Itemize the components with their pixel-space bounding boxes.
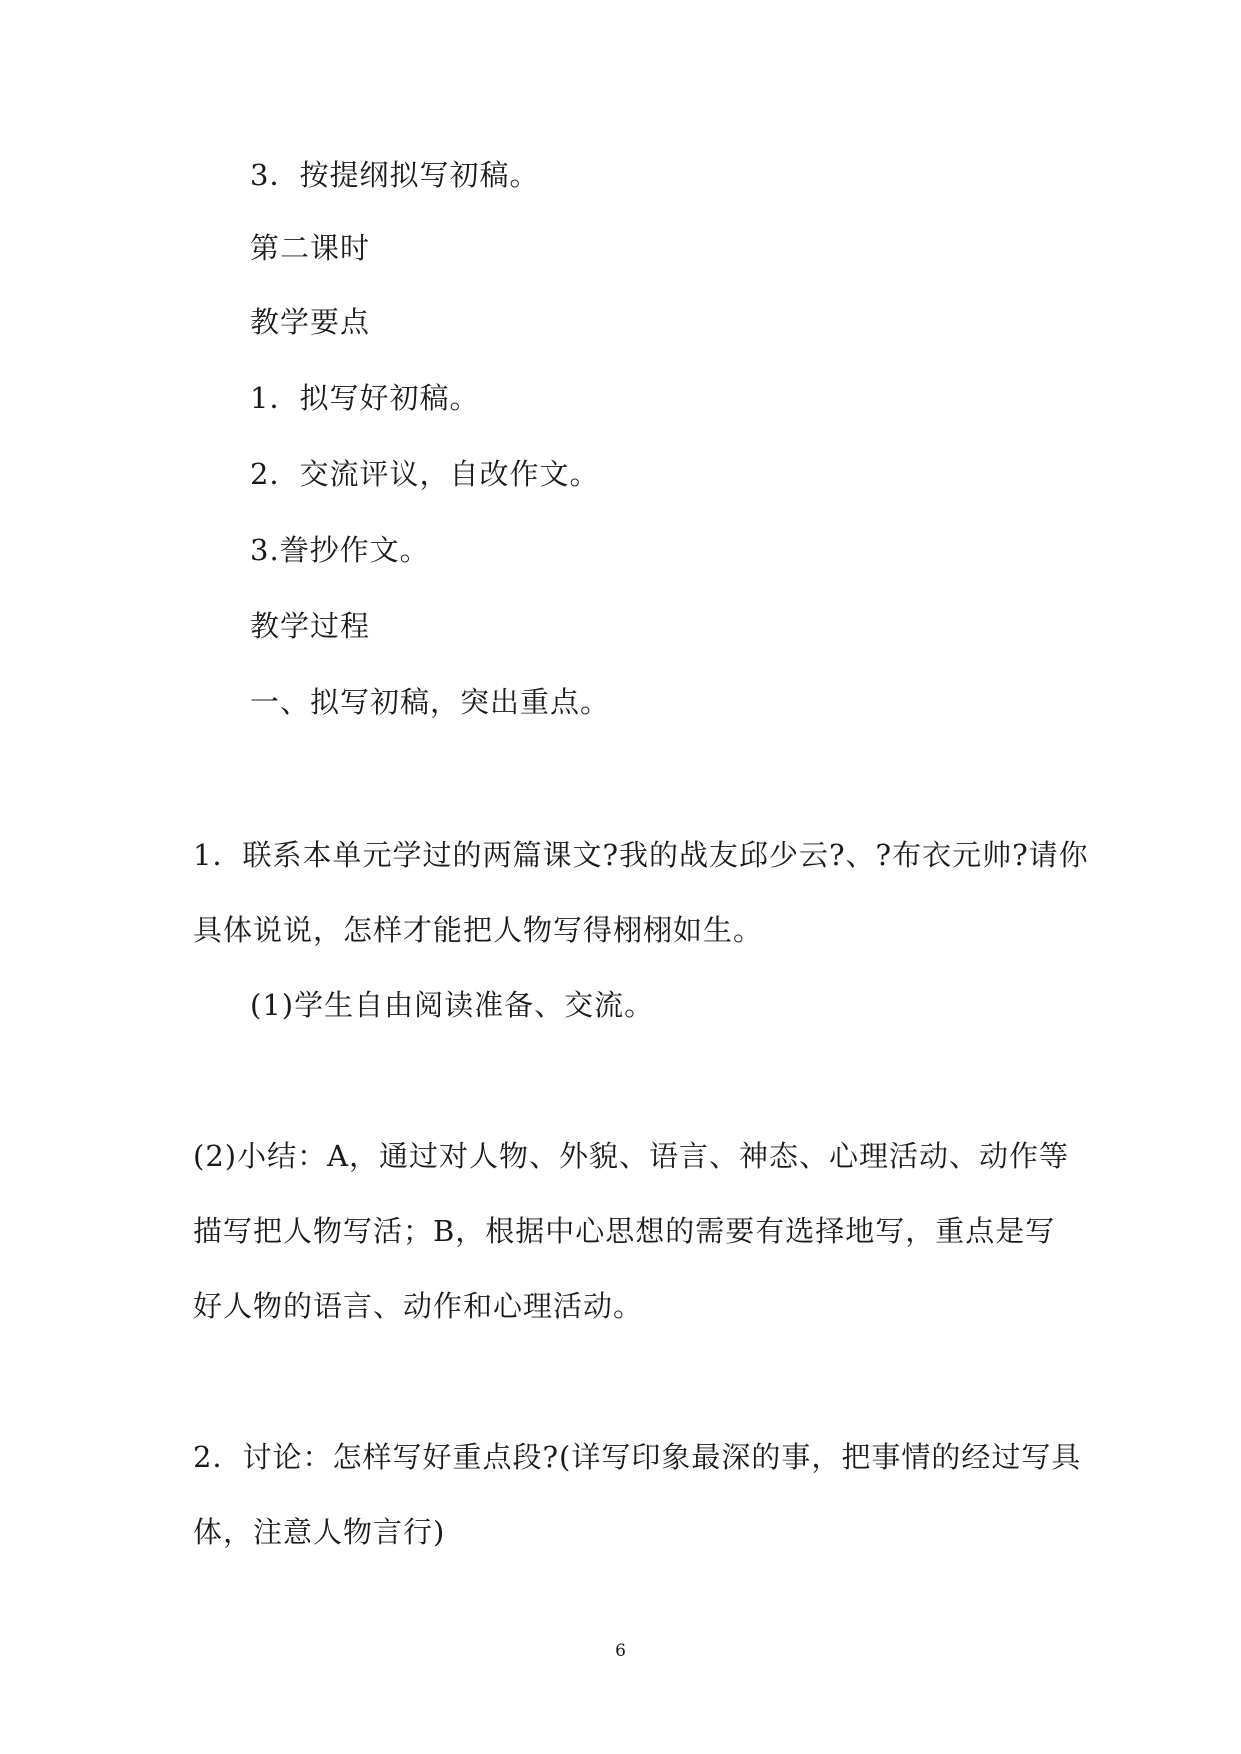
paragraph-summary-line-2: 描写把人物写活；B，根据中心思想的需要有选择地写，重点是写 [193, 1214, 1056, 1248]
outline-step-3: 3．按提纲拟写初稿。 [250, 158, 540, 192]
paragraph-2-line-1: 2．讨论：怎样写好重点段?(详写印象最深的事，把事情的经过写具 [193, 1440, 1082, 1474]
teaching-point-1: 1．拟写好初稿。 [250, 381, 480, 415]
paragraph-1-line-2: 具体说说，怎样才能把人物写得栩栩如生。 [193, 913, 764, 947]
paragraph-summary-line-3: 好人物的语言、动作和心理活动。 [193, 1289, 644, 1323]
section-one-heading: 一、拟写初稿，突出重点。 [250, 685, 611, 719]
teaching-point-2: 2．交流评议，自改作文。 [250, 457, 600, 491]
page-number: 6 [615, 1641, 626, 1661]
paragraph-summary-line-1: (2)小结：A，通过对人物、外貌、语言、神态、心理活动、动作等 [193, 1139, 1070, 1173]
paragraph-1-sub-1: (1)学生自由阅读准备、交流。 [250, 988, 655, 1022]
lesson-heading: 第二课时 [250, 231, 371, 265]
teaching-point-3: 3.誊抄作文。 [250, 533, 430, 567]
teaching-points-heading: 教学要点 [250, 305, 371, 339]
paragraph-2-line-2: 体，注意人物言行) [193, 1515, 446, 1549]
teaching-process-heading: 教学过程 [250, 609, 371, 643]
paragraph-1-line-1: 1．联系本单元学过的两篇课文?我的战友邱少云?、?布衣元帅?请你 [193, 838, 1089, 872]
